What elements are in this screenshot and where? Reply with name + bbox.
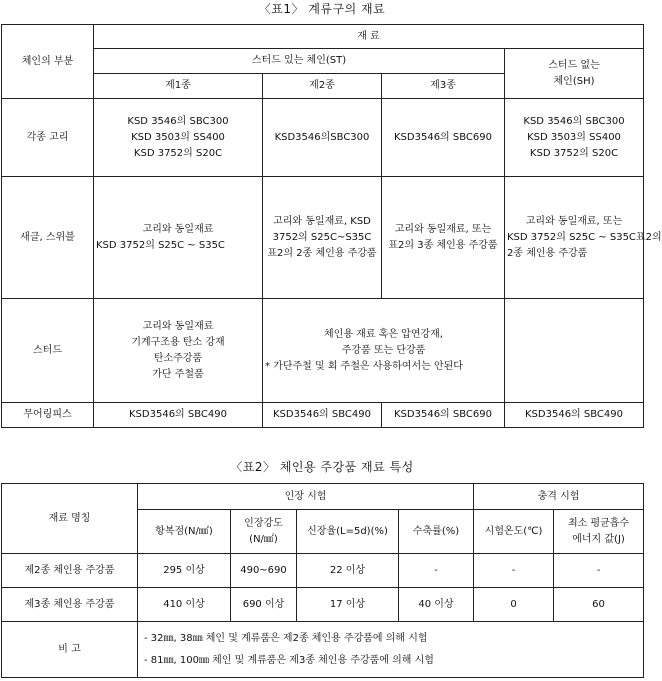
header-impact-test: 충격 시험 xyxy=(474,484,644,510)
header-elongation: 신장율(L=5d)(%) xyxy=(297,510,399,554)
grade3-yield-cell: 410 이상 xyxy=(138,588,231,622)
row-label-shackle: 새클, 스위블 xyxy=(2,177,94,299)
table-row xyxy=(2,177,644,299)
shackle-grade2-cell: 고리와 동일재료, KSD 3752의 S25C~S35C 표2의 2종 체인용 주강품 xyxy=(263,177,382,299)
stud-grade23-cell: 체인용 재료 혹은 압연강재, 주강품 또는 단강품 * 가단주철 및 회 주철은 사용하여서는 안된다 xyxy=(263,299,505,403)
header-tensile-test: 인장 시험 xyxy=(138,484,474,510)
mooring-studless-cell: KSD3546의 SBC490 xyxy=(505,403,644,428)
table-row xyxy=(2,403,644,428)
row-label-mooring: 무어링피스 xyxy=(2,403,94,428)
grade2-strength-cell: 490~690 xyxy=(231,554,297,588)
table2-caption: 〈표2〉 체인용 주강품 재료 특성 xyxy=(230,460,414,474)
mooring-grade3-cell: KSD3546의 SBC690 xyxy=(382,403,505,428)
header-tensile-strength: 인장강도 (N/㎟) xyxy=(231,510,297,554)
header-absorbed-energy: 최소 평균흡수 에너지 값(J) xyxy=(554,510,644,554)
header-reduction: 수축률(%) xyxy=(399,510,474,554)
remarks-label: 비 고 xyxy=(2,622,138,678)
header-stud-chain: 스터드 있는 체인(ST) xyxy=(94,49,505,74)
table-row xyxy=(2,299,644,403)
grade2-name-cell: 제2종 체인용 주강품 xyxy=(2,554,138,588)
grade3-strength-cell: 690 이상 xyxy=(231,588,297,622)
stud-studless-cell xyxy=(505,299,644,403)
header-grade-1: 제1종 xyxy=(94,74,263,99)
shackle-studless-cell: 고리와 동일재료, 또는 KSD 3752의 S25C ~ S35C표2의 2종 체인용 주강품 xyxy=(505,177,644,299)
grade3-reduction-cell: 40 이상 xyxy=(399,588,474,622)
grade2-energy-cell: - xyxy=(554,554,644,588)
grade2-temperature-cell: - xyxy=(474,554,554,588)
link-studless-cell: KSD 3546의 SBC300 KSD 3503의 SS400 KSD 3752의 S20C xyxy=(505,99,644,177)
grade2-yield-cell: 295 이상 xyxy=(138,554,231,588)
header-studless-chain: 스터드 없는 체인(SH) xyxy=(505,49,644,99)
shackle-grade1-cell: 고리와 동일재료 KSD 3752의 S25C ~ S35C xyxy=(94,177,263,299)
table-row xyxy=(2,588,644,622)
grade3-temperature-cell: 0 xyxy=(474,588,554,622)
stud-grade1-cell: 고리와 동일재료 기계구조용 탄소 강재 탄소주강품 가단 주철품 xyxy=(94,299,263,403)
grade3-elongation-cell: 17 이상 xyxy=(297,588,399,622)
grade2-elongation-cell: 22 이상 xyxy=(297,554,399,588)
shackle-grade3-cell: 고리와 동일재료, 또는 표2의 3종 체인용 주강품 xyxy=(382,177,505,299)
link-grade3-cell: KSD3546의 SBC690 xyxy=(382,99,505,177)
header-material-name: 재료 명칭 xyxy=(2,484,138,554)
table-row xyxy=(2,622,644,678)
header-yield-point: 항복점(N/㎟) xyxy=(138,510,231,554)
cast-steel-properties-table xyxy=(1,483,644,678)
table-row xyxy=(2,554,644,588)
remarks-cell: - 32㎜, 38㎜ 체인 및 계류품은 제2종 체인용 주강품에 의해 시험 - 81㎜, 100㎜ 체인 및 계류품은 제3종 체인용 주강품에 의해 시험 xyxy=(138,622,644,678)
header-grade-3: 제3종 xyxy=(382,74,505,99)
mooring-grade2-cell: KSD3546의 SBC490 xyxy=(263,403,382,428)
header-material: 재 료 xyxy=(94,25,644,49)
chain-material-table xyxy=(1,24,662,428)
grade2-reduction-cell: - xyxy=(399,554,474,588)
header-test-temperature: 시험온도(℃) xyxy=(474,510,554,554)
row-label-stud: 스터드 xyxy=(2,299,94,403)
link-grade1-cell: KSD 3546의 SBC300 KSD 3503의 SS400 KSD 3752의 S20C xyxy=(94,99,263,177)
table-row xyxy=(2,99,644,177)
grade3-energy-cell: 60 xyxy=(554,588,644,622)
header-chain-part: 체인의 부분 xyxy=(2,25,94,99)
header-grade-2: 제2종 xyxy=(263,74,382,99)
link-grade2-cell: KSD3546의SBC300 xyxy=(263,99,382,177)
row-label-link: 각종 고리 xyxy=(2,99,94,177)
mooring-grade1-cell: KSD3546의 SBC490 xyxy=(94,403,263,428)
table1-caption: 〈표1〉 계류구의 재료 xyxy=(258,2,386,16)
grade3-name-cell: 제3종 체인용 주강품 xyxy=(2,588,138,622)
